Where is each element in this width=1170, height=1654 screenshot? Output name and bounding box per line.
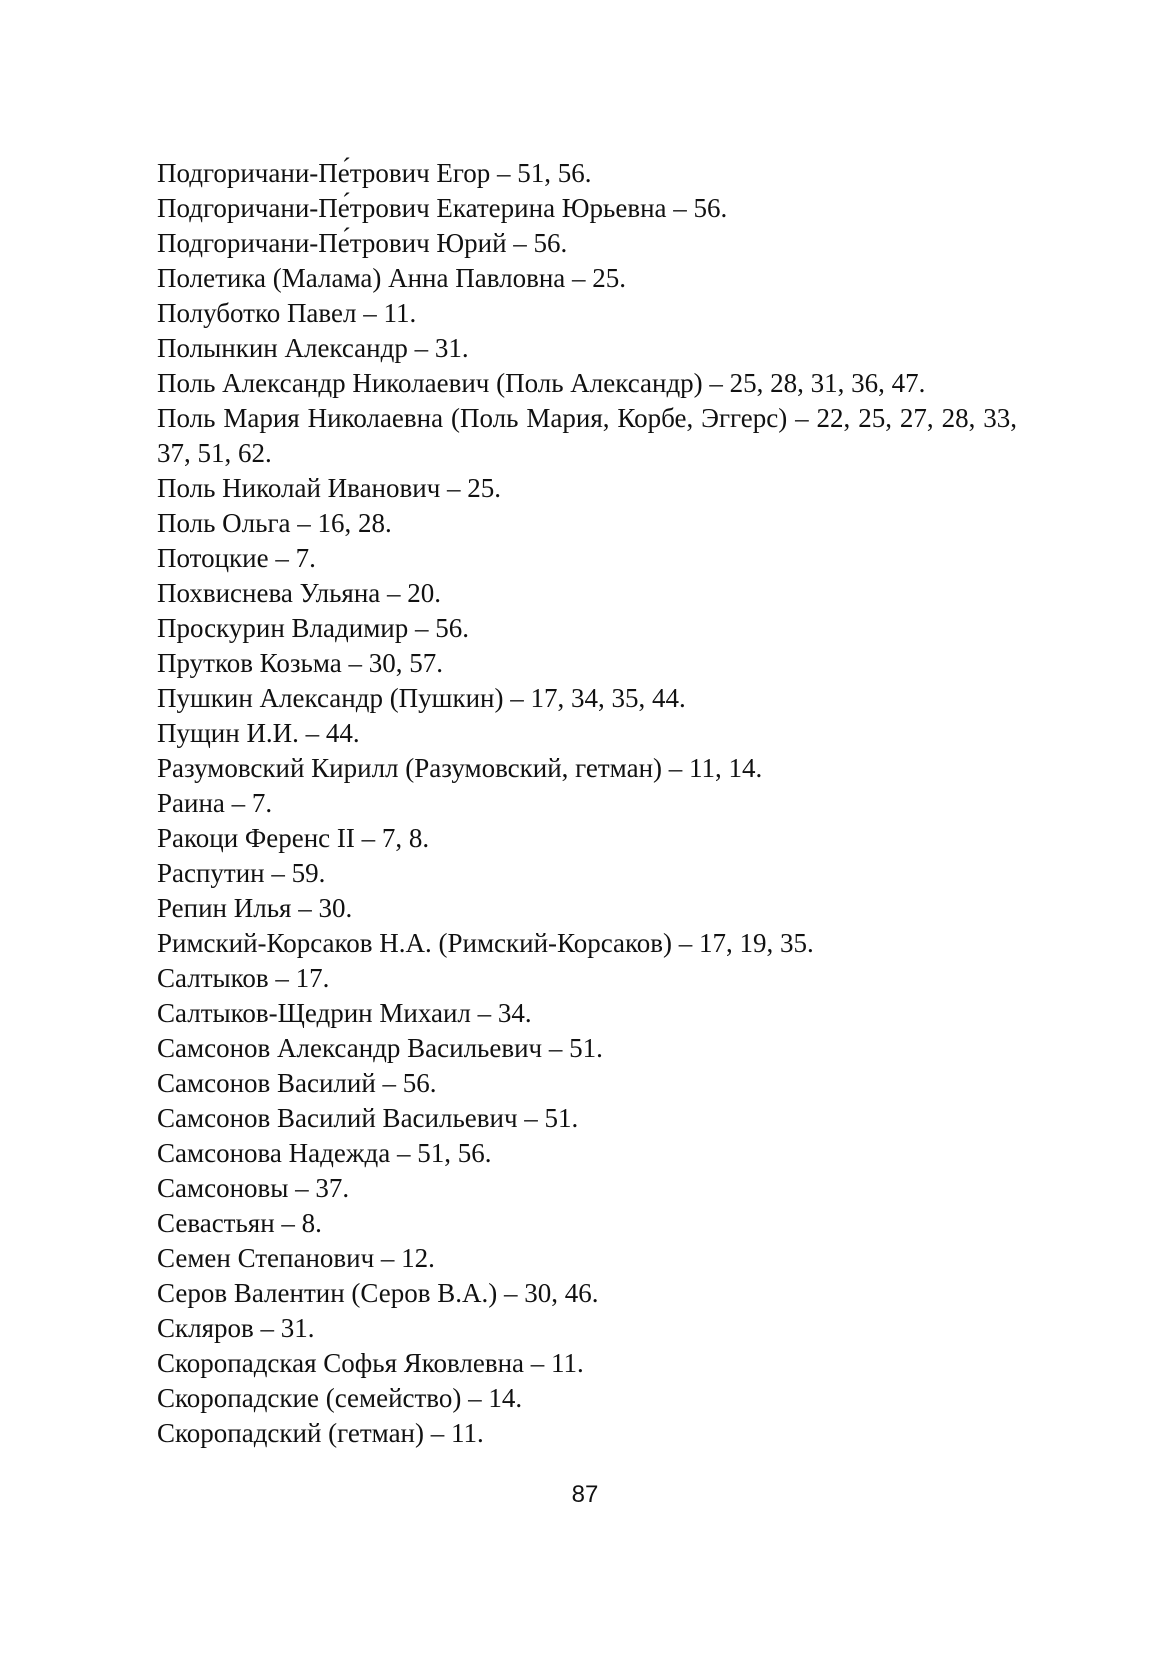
index-entry: Скоропадская Софья Яковлевна – 11. — [157, 1348, 584, 1378]
index-entry: Репин Илья – 30. — [157, 893, 353, 923]
index-entry: Севастьян – 8. — [157, 1208, 322, 1238]
index-entry: Раина – 7. — [157, 788, 273, 818]
index-entry: Скоропадский (гетман) – 11. — [157, 1418, 484, 1448]
index-entry: Подгоричани-Пе́трович Екатерина Юрьевна – 56. — [157, 193, 728, 223]
index-entry: Салтыков – 17. — [157, 963, 330, 993]
index-entry: Поль Ольга – 16, 28. — [157, 508, 392, 538]
index-entry: Пущин И.И. – 44. — [157, 718, 360, 748]
index-entry: Римский-Корсаков Н.А. (Римский-Корсаков) – 17, 19, 35. — [157, 928, 814, 958]
index-entry: Скоропадские (семейство) – 14. — [157, 1383, 523, 1413]
index-entry: Подгоричани-Пе́трович Юрий – 56. — [157, 228, 568, 258]
index-entry: Распутин – 59. — [157, 858, 326, 888]
index-entry: Потоцкие – 7. — [157, 543, 316, 573]
index-entry: Разумовский Кирилл (Разумовский, гетман) – 11, 14. — [157, 753, 763, 783]
page-number: 87 — [571, 1481, 599, 1508]
index-entry: Поль Мария Николаевна (Поль Мария, Корбе, Эггерс) – 22, 25, 27, 28, 33, 37, 51, 62. — [157, 403, 1017, 468]
index-entry: Полынкин Александр – 31. — [157, 333, 469, 363]
index-entry: Поль Николай Иванович – 25. — [157, 473, 502, 503]
index-entry: Семен Степанович – 12. — [157, 1243, 435, 1273]
index-entry: Похвиснева Ульяна – 20. — [157, 578, 442, 608]
index-entry: Подгоричани-Пе́трович Егор – 51, 56. — [157, 158, 592, 188]
name-index-list — [157, 156, 1017, 1451]
index-entry: Проскурин Владимир – 56. — [157, 613, 469, 643]
index-entry: Поль Александр Николаевич (Поль Александр) – 25, 28, 31, 36, 47. — [157, 368, 926, 398]
index-entry: Прутков Козьма – 30, 57. — [157, 648, 443, 678]
index-entry: Ракоци Ференс II – 7, 8. — [157, 823, 430, 853]
index-entry: Самсонов Василий – 56. — [157, 1068, 437, 1098]
index-entry: Пушкин Александр (Пушкин) – 17, 34, 35, 44. — [157, 683, 686, 713]
index-entry: Самсонова Надежда – 51, 56. — [157, 1138, 492, 1168]
index-entry: Самсонов Александр Васильевич – 51. — [157, 1033, 603, 1063]
index-entry: Салтыков-Щедрин Михаил – 34. — [157, 998, 532, 1028]
index-entry: Полуботко Павел – 11. — [157, 298, 417, 328]
index-entry: Полетика (Малама) Анна Павловна – 25. — [157, 263, 627, 293]
index-entry: Скляров – 31. — [157, 1313, 315, 1343]
index-entry: Серов Валентин (Серов В.А.) – 30, 46. — [157, 1278, 599, 1308]
index-entry: Самсонов Василий Васильевич – 51. — [157, 1103, 579, 1133]
index-entry: Самсоновы – 37. — [157, 1173, 350, 1203]
